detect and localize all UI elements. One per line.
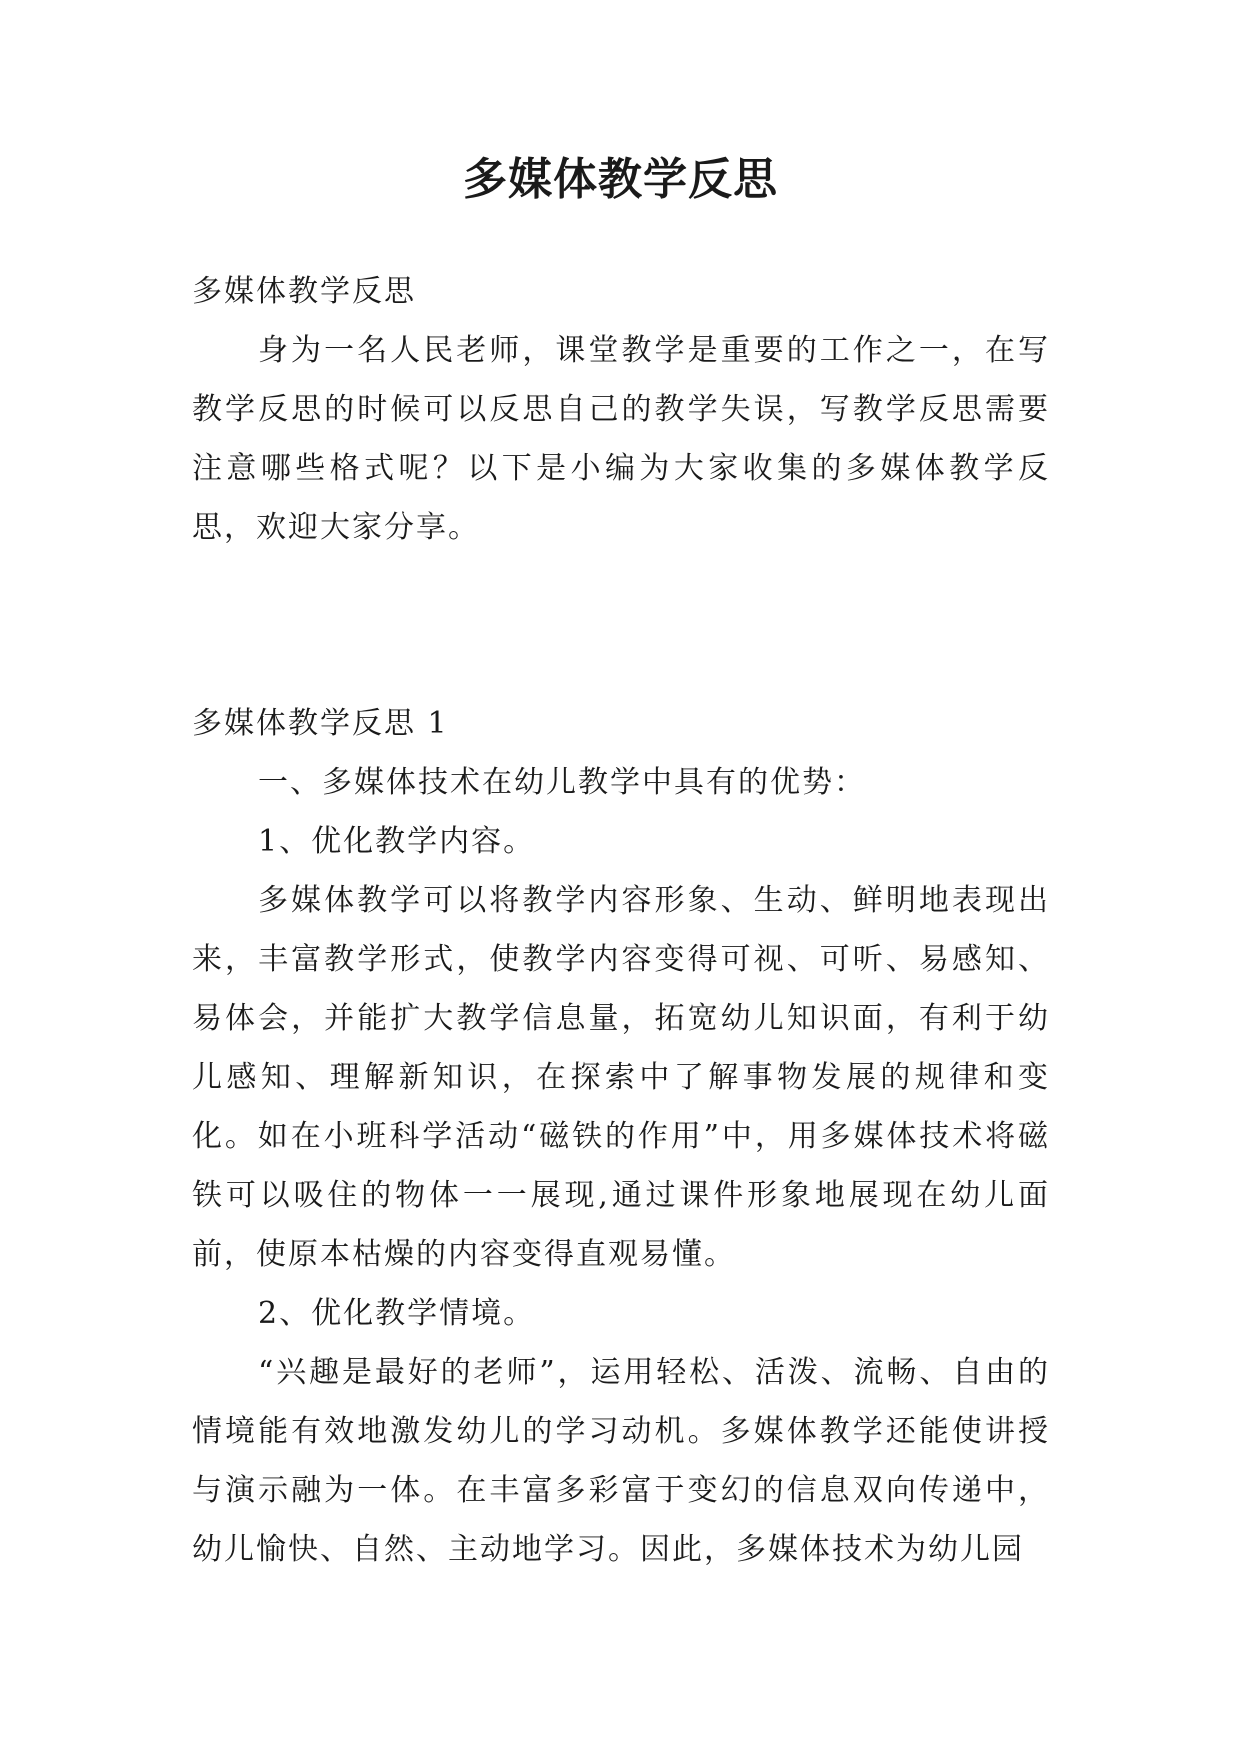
intro-paragraph: 身为一名人民老师，课堂教学是重要的工作之一，在写教学反思的时候可以反思自己的教学失误，写教学反思需要注意哪些格式呢？以下是小编为大家收集的多媒体教学反思，欢迎大家分享。 xyxy=(192,333,1050,545)
item-1-title: 1、优化教学内容。 xyxy=(258,824,536,859)
section-1-point-heading: 一、多媒体技术在幼儿教学中具有的优势： xyxy=(258,765,866,800)
section-1-heading: 多媒体教学反思 1 xyxy=(192,706,449,741)
document-title: 多媒体教学反思 xyxy=(463,154,778,205)
item-2-body: “兴趣是最好的老师”，运用轻松、活泼、流畅、自由的情境能有效地激发幼儿的学习动机。多媒体教学还能使讲授与演示融为一体。在丰富多彩富于变幻的信息双向传递中，幼儿愉快、自然、主动地学习。因此，多媒体技术为幼儿园 xyxy=(192,1355,1050,1567)
item-1-body: 多媒体教学可以将教学内容形象、生动、鲜明地表现出来，丰富教学形式，使教学内容变得可视、可听、易感知、易体会，并能扩大教学信息量，拓宽幼儿知识面，有利于幼儿感知、理解新知识，在探索中了解事物发展的规律和变化。如在小班科学活动“磁铁的作用”中，用多媒体技术将磁铁可以吸住的物体一一展现,通过课件形象地展现在幼儿面前，使原本枯燥的内容变得直观易懂。 xyxy=(192,883,1050,1272)
section-1 xyxy=(192,694,1050,1579)
item-2-title: 2、优化教学情境。 xyxy=(258,1296,536,1331)
intro-heading: 多媒体教学反思 xyxy=(192,274,416,309)
intro-section xyxy=(192,262,1050,557)
